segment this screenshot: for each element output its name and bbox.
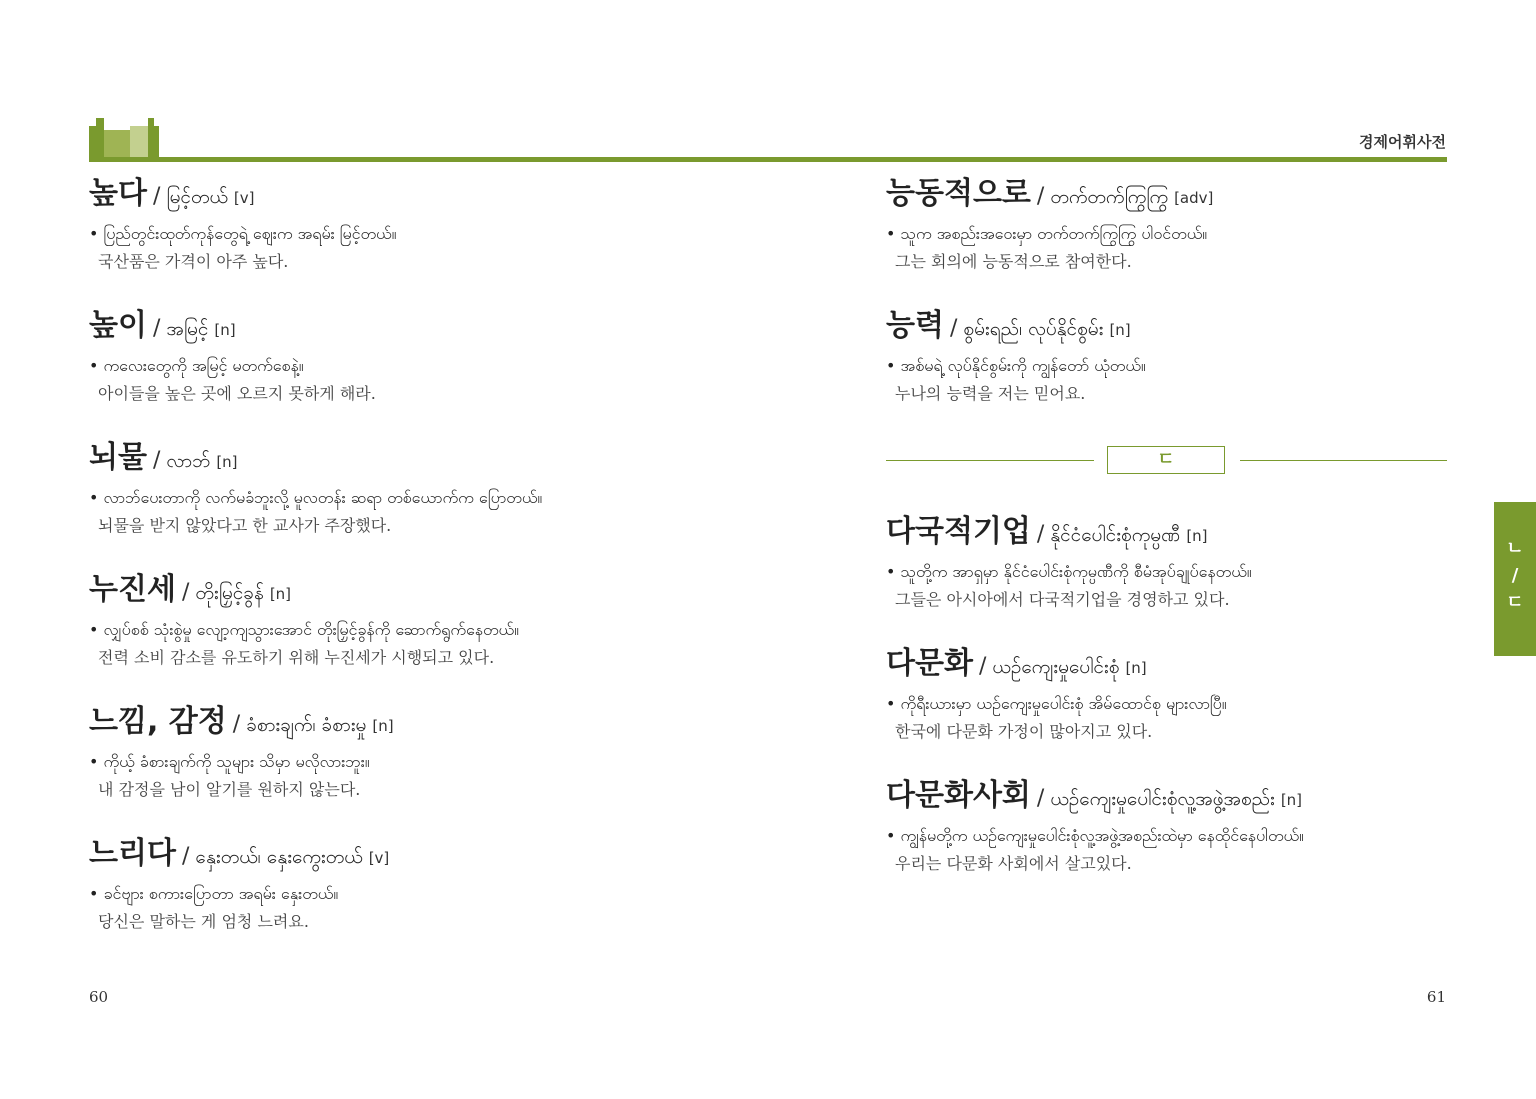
translation: ယဉ်ကျေးမှုပေါင်းစုံ [992, 656, 1120, 678]
example-korean: 그는 회의에 능동적으로 참여한다. [895, 252, 1132, 271]
example-korean: 한국에 다문화 가정이 많아지고 있다. [895, 722, 1153, 741]
left-column [89, 174, 689, 966]
section-letter-box: ㄷ [1107, 446, 1225, 474]
headword: 다국적기업 [886, 514, 1031, 549]
separator: / [1036, 522, 1045, 547]
tab-letter-bottom: ㄷ [1506, 592, 1524, 613]
headword: 다문화 [886, 646, 973, 681]
example-korean: 뇌물을 받지 않았다고 한 교사가 주장했다. [98, 516, 392, 535]
dictionary-entry [886, 512, 1486, 612]
separator: / [181, 580, 190, 605]
separator: / [1036, 786, 1045, 811]
headword: 능력 [886, 308, 944, 343]
example-korean: 아이들을 높은 곳에 오르지 못하게 해라. [98, 384, 376, 403]
right-column [886, 174, 1486, 908]
separator: / [181, 844, 190, 869]
part-of-speech: [n] [1186, 527, 1208, 545]
example-burmese: • ကလေးတွေကို အမြင့် မတက်စေနဲ့။ [89, 356, 304, 375]
part-of-speech: [v] [368, 849, 390, 867]
dictionary-entry [89, 702, 689, 802]
part-of-speech: [n] [1280, 791, 1303, 809]
headword: 다문화사회 [886, 778, 1031, 813]
example-burmese: • လျှပ်စစ် သုံးစွဲမှု လျော့ကျသွားအောင် တိုးမြှင့်ခွန်ကို ဆောက်ရွက်နေတယ်။ [89, 620, 519, 639]
translation: လာဘ် [166, 450, 211, 472]
part-of-speech: [n] [1109, 321, 1131, 339]
example-korean: 국산품은 가격이 아주 높다. [98, 252, 289, 271]
example-burmese: • ပြည်တွင်းထုတ်ကုန်တွေရဲ့ ဈေးက အရမ်း မြင့်တယ်။ [89, 224, 397, 243]
headword: 느낌, 감정 [89, 704, 227, 739]
tab-letter-top: ㄴ [1506, 538, 1524, 559]
part-of-speech: [adv] [1174, 189, 1214, 207]
example-korean: 전력 소비 감소를 유도하기 위해 누진세가 시행되고 있다. [98, 648, 495, 667]
dictionary-entry [886, 644, 1486, 744]
example-korean: 우리는 다문화 사회에서 살고있다. [895, 854, 1132, 873]
dictionary-entry [89, 174, 689, 274]
tab-slash: / [1511, 565, 1519, 586]
example-burmese: • ကိုယ့် ခံစားချက်ကို သူများ သိမှာ မလိုလားဘူး။ [89, 752, 370, 771]
separator: / [152, 184, 161, 209]
dictionary-entry [89, 306, 689, 406]
translation: တိုးမြှင့်ခွန် [195, 582, 264, 604]
separator: / [978, 654, 987, 679]
dictionary-entry [886, 306, 1486, 406]
example-burmese: • သူတို့က အာရှမှာ နိုင်ငံပေါင်းစုံကုမ္ပဏီကို စီမံအုပ်ချုပ်နေတယ်။ [886, 562, 1252, 581]
translation: စွမ်းရည်၊ လုပ်နိုင်စွမ်း [963, 318, 1104, 340]
part-of-speech: [n] [372, 717, 394, 735]
example-korean: 당신은 말하는 게 엄청 느려요. [98, 912, 309, 931]
dictionary-entry [89, 834, 689, 934]
headword: 능동적으로 [886, 176, 1031, 211]
translation: မြင့်တယ် [166, 186, 228, 208]
example-korean: 누나의 능력을 저는 믿어요. [895, 384, 1086, 403]
example-burmese: • သူက အစည်းအဝေးမှာ တက်တက်ကြွကြွ ပါဝင်တယ်။ [886, 224, 1208, 243]
section-index-tab[interactable] [1494, 502, 1536, 656]
page-number-right: 61 [1426, 988, 1446, 1006]
dictionary-entry [886, 174, 1486, 274]
headword: 느리다 [89, 836, 176, 871]
translation: တက်တက်ကြွကြွ [1050, 186, 1169, 208]
dictionary-entry [886, 776, 1486, 876]
part-of-speech: [n] [269, 585, 292, 603]
translation: နှေးတယ်၊ နှေးကွေးတယ် [195, 846, 363, 868]
book-title: 경제어휘사전 [1359, 133, 1446, 151]
example-burmese: • ကိုရီးယားမှာ ယဉ်ကျေးမှုပေါင်းစုံ အိမ်ထောင်စု များလာပြီ။ [886, 694, 1227, 713]
page-number-left: 60 [89, 988, 109, 1006]
headword: 높다 [89, 176, 147, 211]
example-burmese: • လာဘ်ပေးတာကို လက်မခံဘူးလို့ မူလတန်း ဆရာ တစ်ယောက်က ပြောတယ်။ [89, 488, 543, 507]
translation: အမြင့် [166, 318, 209, 340]
headword: 누진세 [89, 572, 176, 607]
divider-line-left [886, 460, 1094, 461]
example-korean: 그들은 아시아에서 다국적기업을 경영하고 있다. [895, 590, 1230, 609]
separator: / [232, 712, 241, 737]
translation: နိုင်ငံပေါင်းစုံကုမ္ပဏီ [1050, 524, 1181, 546]
divider-line-right [1240, 460, 1447, 461]
example-burmese: • ကျွန်မတို့က ယဉ်ကျေးမှုပေါင်းစုံလူ့အဖွဲ့အစည်းထဲမှာ နေထိုင်နေပါတယ်။ [886, 826, 1304, 845]
part-of-speech: [n] [216, 453, 238, 471]
header-rule [89, 157, 1447, 162]
example-korean: 내 감정을 남이 알기를 원하지 않는다. [98, 780, 361, 799]
dictionary-entry [89, 438, 689, 538]
headword: 높이 [89, 308, 147, 343]
part-of-speech: [n] [1125, 659, 1147, 677]
separator: / [949, 316, 958, 341]
example-burmese: • ခင်ဗျား စကားပြောတာ အရမ်း နှေးတယ်။ [89, 884, 339, 903]
dictionary-entry [89, 570, 689, 670]
headword: 뇌물 [89, 440, 147, 475]
separator: / [152, 316, 161, 341]
separator: / [1036, 184, 1045, 209]
example-burmese: • အစ်မရဲ့ လုပ်နိုင်စွမ်းကို ကျွန်တော် ယုံတယ်။ [886, 356, 1146, 375]
part-of-speech: [v] [233, 189, 255, 207]
section-divider [886, 446, 1486, 476]
separator: / [152, 448, 161, 473]
translation: ခံစားချက်၊ ခံစားမှု [246, 714, 367, 736]
header-decoration [89, 118, 159, 160]
translation: ယဉ်ကျေးမှုပေါင်းစုံလူ့အဖွဲ့အစည်း [1050, 788, 1275, 810]
part-of-speech: [n] [214, 321, 236, 339]
